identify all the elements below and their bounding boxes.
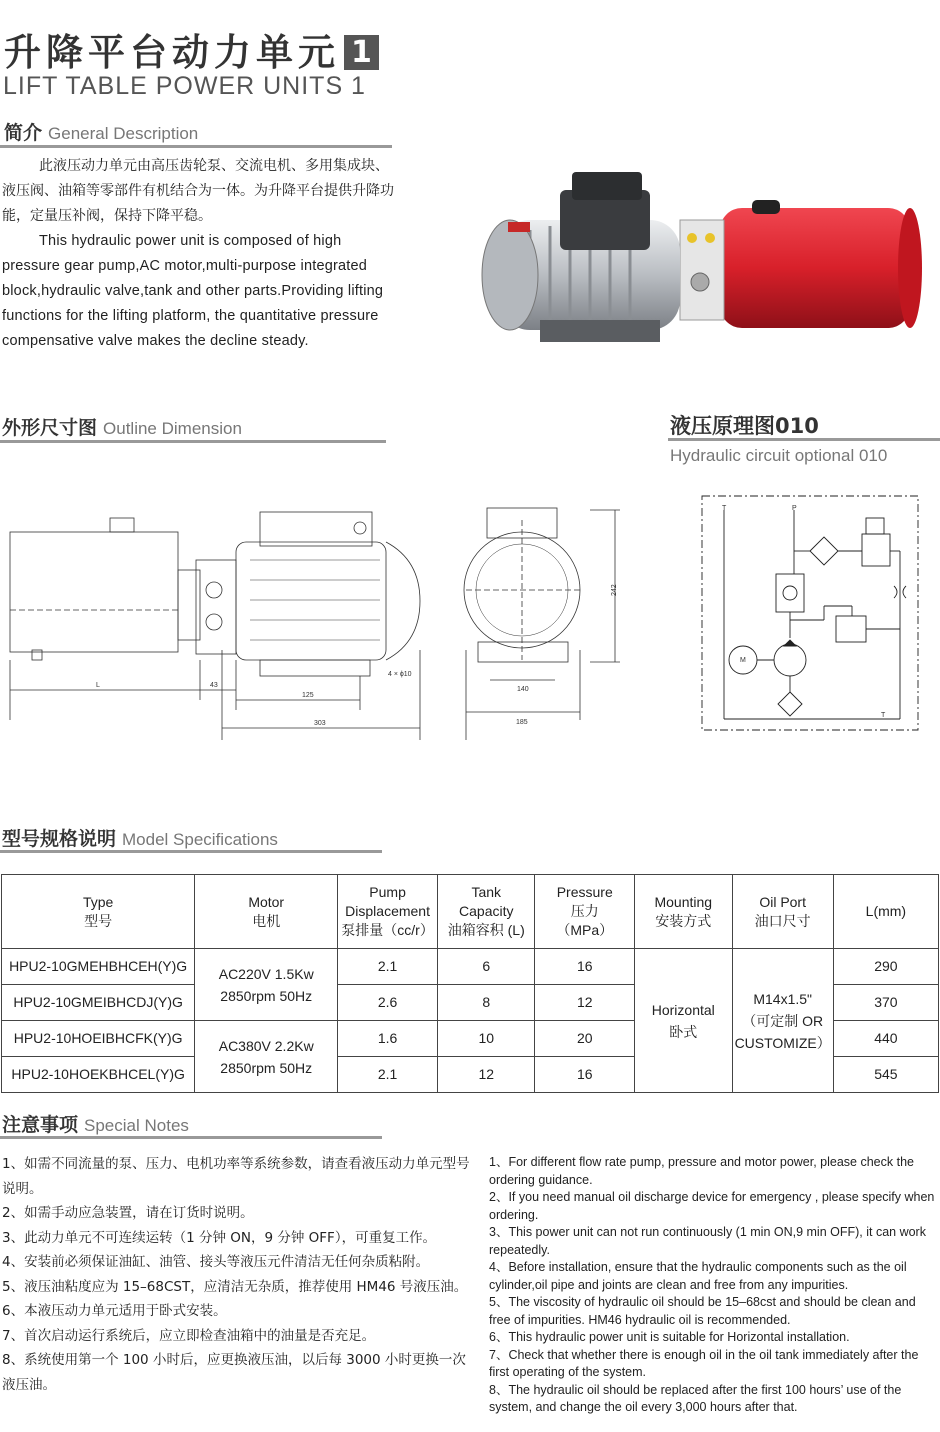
note-en: 1、For different flow rate pump, pressure and motor power, please check the ordering guidance. (489, 1155, 914, 1187)
general-heading-en: General Description (48, 124, 199, 143)
cell-pressure: 20 (535, 1021, 634, 1057)
dim-185: 185 (516, 719, 528, 726)
note-cn: 1、如需不同流量的泵、压力、电机功率等系统参数，请查看液压动力单元型号说明。 (2, 1156, 470, 1197)
cell-l: 545 (833, 1057, 938, 1093)
note-cn: 3、此动力单元不可连续运转（1 分钟 ON，9 分钟 OFF），可重复工作。 (2, 1229, 437, 1246)
circuit-label-m: M (740, 657, 746, 664)
general-heading (4, 118, 198, 145)
header-pump: Pump Displacement 泵排量（cc/r） (338, 875, 438, 949)
cell-type: HPU2-10GMEHBHCEH(Y)G (2, 949, 195, 985)
notes-en-list (489, 1154, 938, 1417)
header-mounting: Mounting 安装方式 (634, 875, 732, 949)
header-oil-port: Oil Port 油口尺寸 (732, 875, 833, 949)
note-cn: 4、安装前必须保证油缸、油管、接头等液压元件清洁无任何杂质粘附。 (2, 1254, 430, 1270)
cell-type: HPU2-10GMEIBHCDJ(Y)G (2, 985, 195, 1021)
cell-type: HPU2-10HOEIBHCFK(Y)G (2, 1021, 195, 1057)
product-photo (470, 160, 930, 360)
header-type: Type 型号 (2, 875, 195, 949)
note-en: 2、If you need manual oil discharge device for emergency , please specify when ordering. (489, 1190, 935, 1222)
table-header-row (2, 875, 939, 949)
section-rule (0, 850, 382, 853)
notes-cn-list (2, 1152, 470, 1397)
header-pressure: Pressure 压力 （MPa） (535, 875, 634, 949)
dim-140: 140 (517, 686, 529, 693)
dim-holes: 4 × ϕ10 (388, 671, 412, 678)
section-rule (0, 145, 392, 148)
circuit-label-p: P (792, 505, 797, 512)
general-text-cn: 此液压动力单元由高压齿轮泵、交流电机、多用集成块、液压阀、油箱等零部件有机结合为一体。为升降平台提供升降功能，定量压补阀，保持下降平稳。 (2, 158, 394, 224)
page-title-number: 1 (344, 35, 379, 70)
dim-242: 242 (611, 584, 618, 596)
dim-303: 303 (314, 720, 326, 727)
outline-heading (2, 413, 242, 440)
notes-heading (2, 1110, 189, 1137)
cell-l: 370 (833, 985, 938, 1021)
cell-tank: 10 (438, 1021, 535, 1057)
table-row (2, 949, 939, 985)
header-motor: Motor 电机 (195, 875, 338, 949)
notes-heading-cn: 注意事项 (2, 1114, 79, 1136)
general-text-en: This hydraulic power unit is composed of high pressure gear pump,AC motor,multi-purpose integrated block,hydraulic valve,tank and other parts.Providing lifting functions for the lifting platform, the quantitative pressure compensative valve makes the decline steady. (2, 233, 384, 349)
outline-heading-cn: 外形尺寸图 (2, 417, 98, 439)
cell-pump: 1.6 (338, 1021, 438, 1057)
cell-pressure: 16 (535, 949, 634, 985)
model-heading-cn: 型号规格说明 (2, 828, 117, 850)
circuit-diagram (700, 494, 922, 734)
cell-tank: 12 (438, 1057, 535, 1093)
cell-oil-port: M14x1.5" （可定制 OR CUSTOMIZE） (732, 949, 833, 1093)
spec-table (1, 874, 939, 1093)
page-title-en: LIFT TABLE POWER UNITS 1 (3, 72, 366, 100)
note-en: 8、The hydraulic oil should be replaced after the first 100 hours’ use of the system, and change the oil every 3,000 hours after that. (489, 1382, 902, 1414)
cell-mounting: Horizontal 卧式 (634, 949, 732, 1093)
cell-pump: 2.1 (338, 949, 438, 985)
note-cn: 6、本液压动力单元适用于卧式安装。 (2, 1303, 227, 1319)
note-en: 4、Before installation, ensure that the hydraulic components such as the oil cylinder,oil pipe and joints are clean and free from any impurities. (489, 1260, 907, 1292)
note-en: 3、This power unit can not run continuously (1 min ON,9 min OFF), it can work repeatedly. (489, 1225, 926, 1257)
outline-drawing (0, 500, 640, 760)
header-tank: Tank Capacity 油箱容积 (L) (438, 875, 535, 949)
section-rule (668, 438, 940, 441)
section-rule (0, 440, 386, 443)
cell-tank: 8 (438, 985, 535, 1021)
model-heading (2, 824, 278, 851)
cell-pressure: 16 (535, 1057, 634, 1093)
cell-type: HPU2-10HOEKBHCEL(Y)G (2, 1057, 195, 1093)
note-cn: 8、系统使用第一个 100 小时后，应更换液压油，以后每 3000 小时更换一次液压油。 (2, 1352, 466, 1393)
model-heading-en: Model Specifications (122, 830, 278, 849)
cell-motor-b: AC380V 2.2Kw 2850rpm 50Hz (195, 1021, 338, 1093)
dim-43: 43 (210, 682, 218, 689)
cell-l: 290 (833, 949, 938, 985)
circuit-heading-cn: 液压原理图010 (670, 414, 819, 438)
cell-pressure: 12 (535, 985, 634, 1021)
circuit-label-t1: T (722, 505, 727, 512)
dim-L: L (96, 682, 100, 689)
circuit-heading-en: Hydraulic circuit optional 010 (670, 446, 888, 465)
cell-pump: 2.6 (338, 985, 438, 1021)
outline-heading-en: Outline Dimension (103, 419, 242, 438)
circuit-label-t2: T (881, 712, 886, 719)
notes-heading-en: Special Notes (84, 1116, 189, 1135)
page-title (4, 22, 379, 76)
note-cn: 7、首次启动运行系统后，应立即检查油箱中的油量是否充足。 (2, 1327, 376, 1344)
cell-pump: 2.1 (338, 1057, 438, 1093)
dim-125: 125 (302, 692, 314, 699)
general-heading-cn: 简介 (4, 122, 43, 144)
cell-l: 440 (833, 1021, 938, 1057)
cell-motor-a: AC220V 1.5Kw 2850rpm 50Hz (195, 949, 338, 1021)
note-en: 7、Check that whether there is enough oil in the oil tank immediately after the first operating of the system. (489, 1347, 919, 1379)
note-en: 5、The viscosity of hydraulic oil should be 15–68cst and should be clean and free of impurities. HM46 hydraulic oil is recommended. (489, 1295, 916, 1327)
note-cn: 2、如需手动应急装置，请在订货时说明。 (2, 1205, 254, 1221)
note-en: 6、This hydraulic power unit is suitable for Horizontal installation. (489, 1330, 850, 1344)
header-l: L(mm) (833, 875, 938, 949)
page-title-cn: 升降平台动力单元 (4, 31, 340, 74)
note-cn: 5、液压油粘度应为 15–68CST，应清洁无杂质，推荐使用 HM46 号液压油。 (2, 1278, 468, 1295)
cell-tank: 6 (438, 949, 535, 985)
section-rule (0, 1136, 382, 1139)
